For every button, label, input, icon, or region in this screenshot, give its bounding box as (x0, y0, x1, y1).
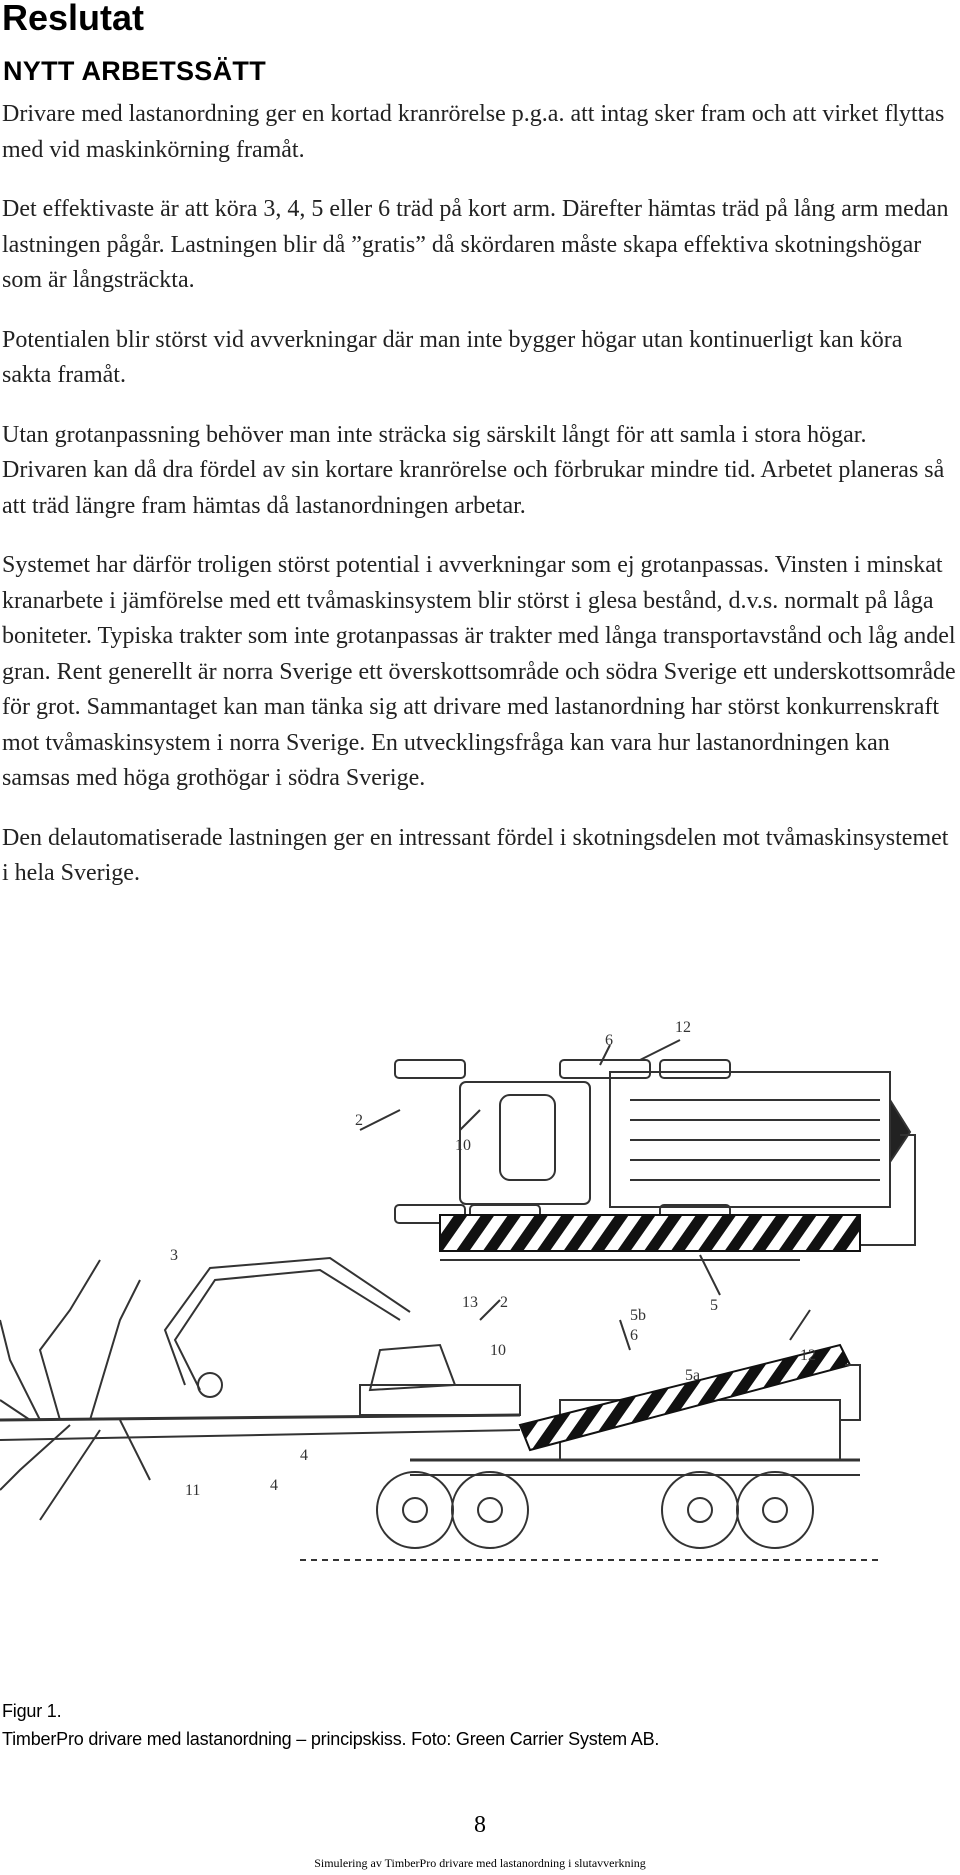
figure-label: 3 (170, 1247, 178, 1264)
figure-caption-text: TimberPro drivare med lastanordning – principskiss. Foto: Green Carrier System AB. (2, 1729, 660, 1749)
track-segment (395, 1060, 465, 1078)
loader-tip (890, 1100, 910, 1162)
wheel (452, 1472, 528, 1548)
paragraph: Utan grotanpassning behöver man inte sträcka sig särskilt långt för att samla i stora högar. Drivaren kan då dra fördel av sin kortare kranrörelse och förbrukar mindre tid. Arbetet planeras så att träd längre fram hämtas då lastanordningen arbetar. (2, 421, 945, 519)
chassis-outline (460, 1082, 590, 1204)
track-segment (660, 1060, 730, 1078)
conveyor-top-view (440, 1215, 860, 1251)
figure-label: 12 (800, 1347, 816, 1364)
paragraph: Systemet har därför troligen störst potential i avverkningar som ej grotanpassas. Vinsten i minskat kranarbete i jämförelse med ett tvåmaskinsystem blir störst i glesa bestånd, d.v.s. normalt på låga boniteter. Typiska trakter som inte grotanpassas är trakter med långa transportavstånd och låg andel gran. Rent generellt är norra Sverige ett överskottsområde och södra Sverige ett underskottsområde för grot. Sammantaget kan man tänka sig att drivare med lastanordning har störst konkurrenskraft mot tvåmaskinsystem i norra Sverige. En utvecklingsfråga kan vara hur lastanordningen kan samsas med höga grothögar i södra Sverige. (2, 552, 956, 791)
crane-boom (175, 1270, 400, 1390)
figure-label: 10 (490, 1342, 506, 1359)
figure-label: 10 (455, 1137, 471, 1154)
harvester-head (198, 1373, 222, 1397)
figure-label: 5 (710, 1297, 718, 1314)
figure-label: 6 (630, 1327, 638, 1344)
wheel (377, 1472, 453, 1548)
page-heading: Reslutat (2, 0, 145, 38)
wheel (662, 1472, 738, 1548)
figure-label: 4 (300, 1447, 308, 1464)
section-subheading: NYTT ARBETSSÄTT (3, 56, 266, 86)
figure-label: 13 (462, 1294, 478, 1311)
page-footer: Simulering av TimberPro drivare med lastanordning i slutavverkning (314, 1856, 646, 1870)
paragraph: Potentialen blir störst vid avverkningar där man inte bygger högar utan kontinuerligt kan köra sakta framåt. (2, 326, 903, 388)
figure-label: 5a (685, 1367, 701, 1384)
figure-label: 5b (630, 1307, 646, 1324)
side-cab (370, 1345, 455, 1390)
body-text (2, 97, 957, 916)
paragraph: Det effektivaste är att köra 3, 4, 5 eller 6 träd på kort arm. Därefter hämtas träd på lång arm medan lastningen pågår. Lastningen blir då ”gratis” då skördaren måste skapa effektiva skotningshögar som är långsträckta. (2, 196, 949, 293)
track-segment (560, 1060, 650, 1078)
figure-label: 2 (355, 1112, 363, 1129)
figure-label: 12 (675, 1020, 691, 1036)
figure-label: 2 (500, 1294, 508, 1311)
figure-caption-label: Figur 1. (2, 1701, 62, 1721)
harvester-sketch-figure (0, 1020, 960, 1685)
page-number: 8 (474, 1812, 486, 1838)
figure-label: 11 (185, 1482, 201, 1499)
figure-label: 6 (605, 1032, 613, 1049)
figure-label: 4 (270, 1477, 278, 1494)
paragraph: Den delautomatiserade lastningen ger en intressant fördel i skotningsdelen mot tvåmaskinsystemet i hela Sverige. (2, 824, 949, 886)
wheel (737, 1472, 813, 1548)
cab-outline (500, 1095, 555, 1180)
paragraph: Drivare med lastanordning ger en kortad kranrörelse p.g.a. att intag sker fram och att virket flyttas med vid maskinkörning framåt. (2, 101, 945, 163)
